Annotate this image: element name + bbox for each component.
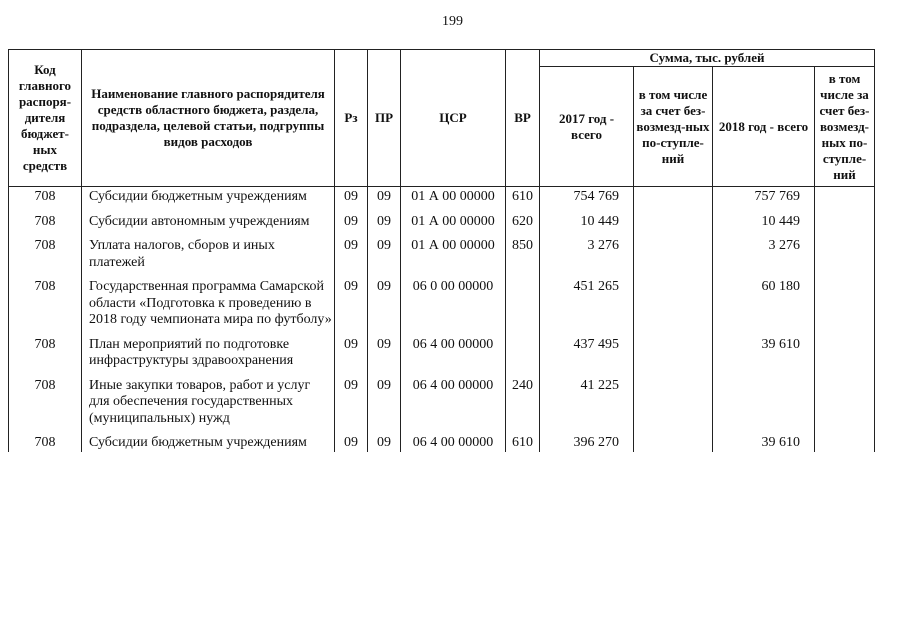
cell-rz: 09 xyxy=(335,238,368,271)
spacer-cell xyxy=(82,271,335,279)
cell-pr: 09 xyxy=(368,238,401,271)
cell-vr xyxy=(506,279,540,329)
cell-2017-free xyxy=(634,279,713,329)
cell-2018-free xyxy=(815,435,875,452)
spacer-cell xyxy=(82,206,335,214)
cell-2018-free xyxy=(815,187,875,206)
spacer-cell xyxy=(82,370,335,378)
spacer-cell xyxy=(368,329,401,337)
spacer-cell xyxy=(506,230,540,238)
spacer-cell xyxy=(335,271,368,279)
spacer-cell xyxy=(540,271,634,279)
spacer-cell xyxy=(634,427,713,435)
cell-rz: 09 xyxy=(335,378,368,428)
spacer-cell xyxy=(634,230,713,238)
spacer-cell xyxy=(335,230,368,238)
spacer-cell xyxy=(9,370,82,378)
table-row xyxy=(9,214,875,231)
cell-pr: 09 xyxy=(368,279,401,329)
spacer-cell xyxy=(815,271,875,279)
page-number: 199 xyxy=(442,14,463,29)
cell-2018-total: 60 180 xyxy=(713,279,815,329)
table-row xyxy=(9,435,875,452)
cell-2018-total: 39 610 xyxy=(713,337,815,370)
cell-csr: 01 А 00 00000 xyxy=(401,238,506,271)
spacer-cell xyxy=(540,370,634,378)
spacer-cell xyxy=(9,206,82,214)
row-spacer xyxy=(9,206,875,214)
spacer-cell xyxy=(401,206,506,214)
spacer-cell xyxy=(713,271,815,279)
header-2018-total: 2018 год - всего xyxy=(713,67,815,187)
cell-rz: 09 xyxy=(335,435,368,452)
cell-pr: 09 xyxy=(368,214,401,231)
spacer-cell xyxy=(540,329,634,337)
header-name: Наименование главного распорядителя средств областного бюджета, раздела, подраздела, целевой статьи, подгруппы видов расходов xyxy=(82,50,335,187)
table-row xyxy=(9,238,875,271)
spacer-cell xyxy=(634,370,713,378)
spacer-cell xyxy=(634,271,713,279)
cell-2017-free xyxy=(634,187,713,206)
table-row xyxy=(9,378,875,428)
spacer-cell xyxy=(82,329,335,337)
cell-pr: 09 xyxy=(368,435,401,452)
spacer-cell xyxy=(335,206,368,214)
cell-2017-total: 10 449 xyxy=(540,214,634,231)
row-spacer xyxy=(9,230,875,238)
cell-code: 708 xyxy=(9,238,82,271)
table-row xyxy=(9,187,875,206)
cell-rz: 09 xyxy=(335,187,368,206)
cell-pr: 09 xyxy=(368,187,401,206)
spacer-cell xyxy=(815,206,875,214)
spacer-cell xyxy=(335,427,368,435)
cell-pr: 09 xyxy=(368,337,401,370)
spacer-cell xyxy=(368,370,401,378)
spacer-cell xyxy=(9,329,82,337)
spacer-cell xyxy=(713,206,815,214)
spacer-cell xyxy=(506,427,540,435)
spacer-cell xyxy=(9,427,82,435)
spacer-cell xyxy=(335,329,368,337)
cell-vr xyxy=(506,337,540,370)
cell-2018-total: 757 769 xyxy=(713,187,815,206)
spacer-cell xyxy=(713,230,815,238)
table-row xyxy=(9,337,875,370)
spacer-cell xyxy=(335,370,368,378)
cell-csr: 06 4 00 00000 xyxy=(401,435,506,452)
header-2017-total: 2017 год - всего xyxy=(540,67,634,187)
spacer-cell xyxy=(713,370,815,378)
cell-pr: 09 xyxy=(368,378,401,428)
cell-2017-total: 3 276 xyxy=(540,238,634,271)
budget-table xyxy=(8,49,875,452)
spacer-cell xyxy=(9,271,82,279)
cell-2018-total: 39 610 xyxy=(713,435,815,452)
spacer-cell xyxy=(815,230,875,238)
cell-csr: 06 0 00 00000 xyxy=(401,279,506,329)
spacer-cell xyxy=(815,427,875,435)
cell-code: 708 xyxy=(9,187,82,206)
spacer-cell xyxy=(540,206,634,214)
cell-csr: 01 А 00 00000 xyxy=(401,214,506,231)
spacer-cell xyxy=(368,427,401,435)
header-2018-free: в том числе за счет без-возмезд-ных по-ступле-ний xyxy=(815,67,875,187)
header-vr: ВР xyxy=(506,50,540,187)
header-rz: Рз xyxy=(335,50,368,187)
cell-2017-total: 396 270 xyxy=(540,435,634,452)
cell-2017-total: 41 225 xyxy=(540,378,634,428)
spacer-cell xyxy=(506,370,540,378)
cell-name: Субсидии бюджетным учреждениям xyxy=(82,435,335,452)
spacer-cell xyxy=(506,206,540,214)
cell-vr: 850 xyxy=(506,238,540,271)
cell-2018-free xyxy=(815,378,875,428)
cell-code: 708 xyxy=(9,337,82,370)
header-pr: ПР xyxy=(368,50,401,187)
cell-2017-free xyxy=(634,238,713,271)
row-spacer xyxy=(9,370,875,378)
spacer-cell xyxy=(713,329,815,337)
cell-name: Субсидии автономным учреждениям xyxy=(82,214,335,231)
cell-2018-free xyxy=(815,214,875,231)
spacer-cell xyxy=(815,329,875,337)
cell-name: Уплата налогов, сборов и иных платежей xyxy=(82,238,335,271)
cell-2018-free xyxy=(815,238,875,271)
cell-vr: 610 xyxy=(506,187,540,206)
header-csr: ЦСР xyxy=(401,50,506,187)
cell-vr: 610 xyxy=(506,435,540,452)
cell-name: Субсидии бюджетным учреждениям xyxy=(82,187,335,206)
table-header xyxy=(9,50,875,187)
cell-2017-free xyxy=(634,337,713,370)
row-spacer xyxy=(9,271,875,279)
cell-2017-total: 754 769 xyxy=(540,187,634,206)
spacer-cell xyxy=(540,230,634,238)
cell-name: План мероприятий по подготовке инфраструктуры здравоохранения xyxy=(82,337,335,370)
cell-rz: 09 xyxy=(335,279,368,329)
spacer-cell xyxy=(815,370,875,378)
cell-2017-total: 437 495 xyxy=(540,337,634,370)
spacer-cell xyxy=(401,230,506,238)
cell-csr: 06 4 00 00000 xyxy=(401,337,506,370)
spacer-cell xyxy=(506,329,540,337)
spacer-cell xyxy=(634,329,713,337)
spacer-cell xyxy=(506,271,540,279)
cell-2017-free xyxy=(634,378,713,428)
row-spacer xyxy=(9,329,875,337)
header-sum-group: Сумма, тыс. рублей xyxy=(540,50,875,67)
spacer-cell xyxy=(713,427,815,435)
cell-vr: 240 xyxy=(506,378,540,428)
cell-rz: 09 xyxy=(335,214,368,231)
cell-2018-total: 3 276 xyxy=(713,238,815,271)
spacer-cell xyxy=(368,206,401,214)
cell-rz: 09 xyxy=(335,337,368,370)
cell-code: 708 xyxy=(9,378,82,428)
cell-2018-total: 10 449 xyxy=(713,214,815,231)
cell-2017-total: 451 265 xyxy=(540,279,634,329)
cell-csr: 01 А 00 00000 xyxy=(401,187,506,206)
cell-2017-free xyxy=(634,435,713,452)
cell-2018-total xyxy=(713,378,815,428)
cell-code: 708 xyxy=(9,279,82,329)
cell-name: Иные закупки товаров, работ и услуг для обеспечения государственных (муниципальных) нужд xyxy=(82,378,335,428)
spacer-cell xyxy=(401,427,506,435)
spacer-cell xyxy=(368,271,401,279)
spacer-cell xyxy=(82,427,335,435)
cell-code: 708 xyxy=(9,214,82,231)
cell-vr: 620 xyxy=(506,214,540,231)
spacer-cell xyxy=(401,370,506,378)
header-code: Код главного распоря-дителя бюджет-ных средств xyxy=(9,50,82,187)
cell-2017-free xyxy=(634,214,713,231)
spacer-cell xyxy=(401,271,506,279)
cell-2018-free xyxy=(815,279,875,329)
spacer-cell xyxy=(540,427,634,435)
spacer-cell xyxy=(82,230,335,238)
spacer-cell xyxy=(634,206,713,214)
cell-code: 708 xyxy=(9,435,82,452)
cell-csr: 06 4 00 00000 xyxy=(401,378,506,428)
spacer-cell xyxy=(9,230,82,238)
cell-2018-free xyxy=(815,337,875,370)
table-row xyxy=(9,279,875,329)
spacer-cell xyxy=(368,230,401,238)
cell-name: Государственная программа Самарской области «Подготовка к проведению в 2018 году чемпионата мира по футболу» xyxy=(82,279,335,329)
spacer-cell xyxy=(401,329,506,337)
header-2017-free: в том числе за счет без-возмезд-ных по-ступле-ний xyxy=(634,67,713,187)
table-body xyxy=(9,187,875,452)
row-spacer xyxy=(9,427,875,435)
